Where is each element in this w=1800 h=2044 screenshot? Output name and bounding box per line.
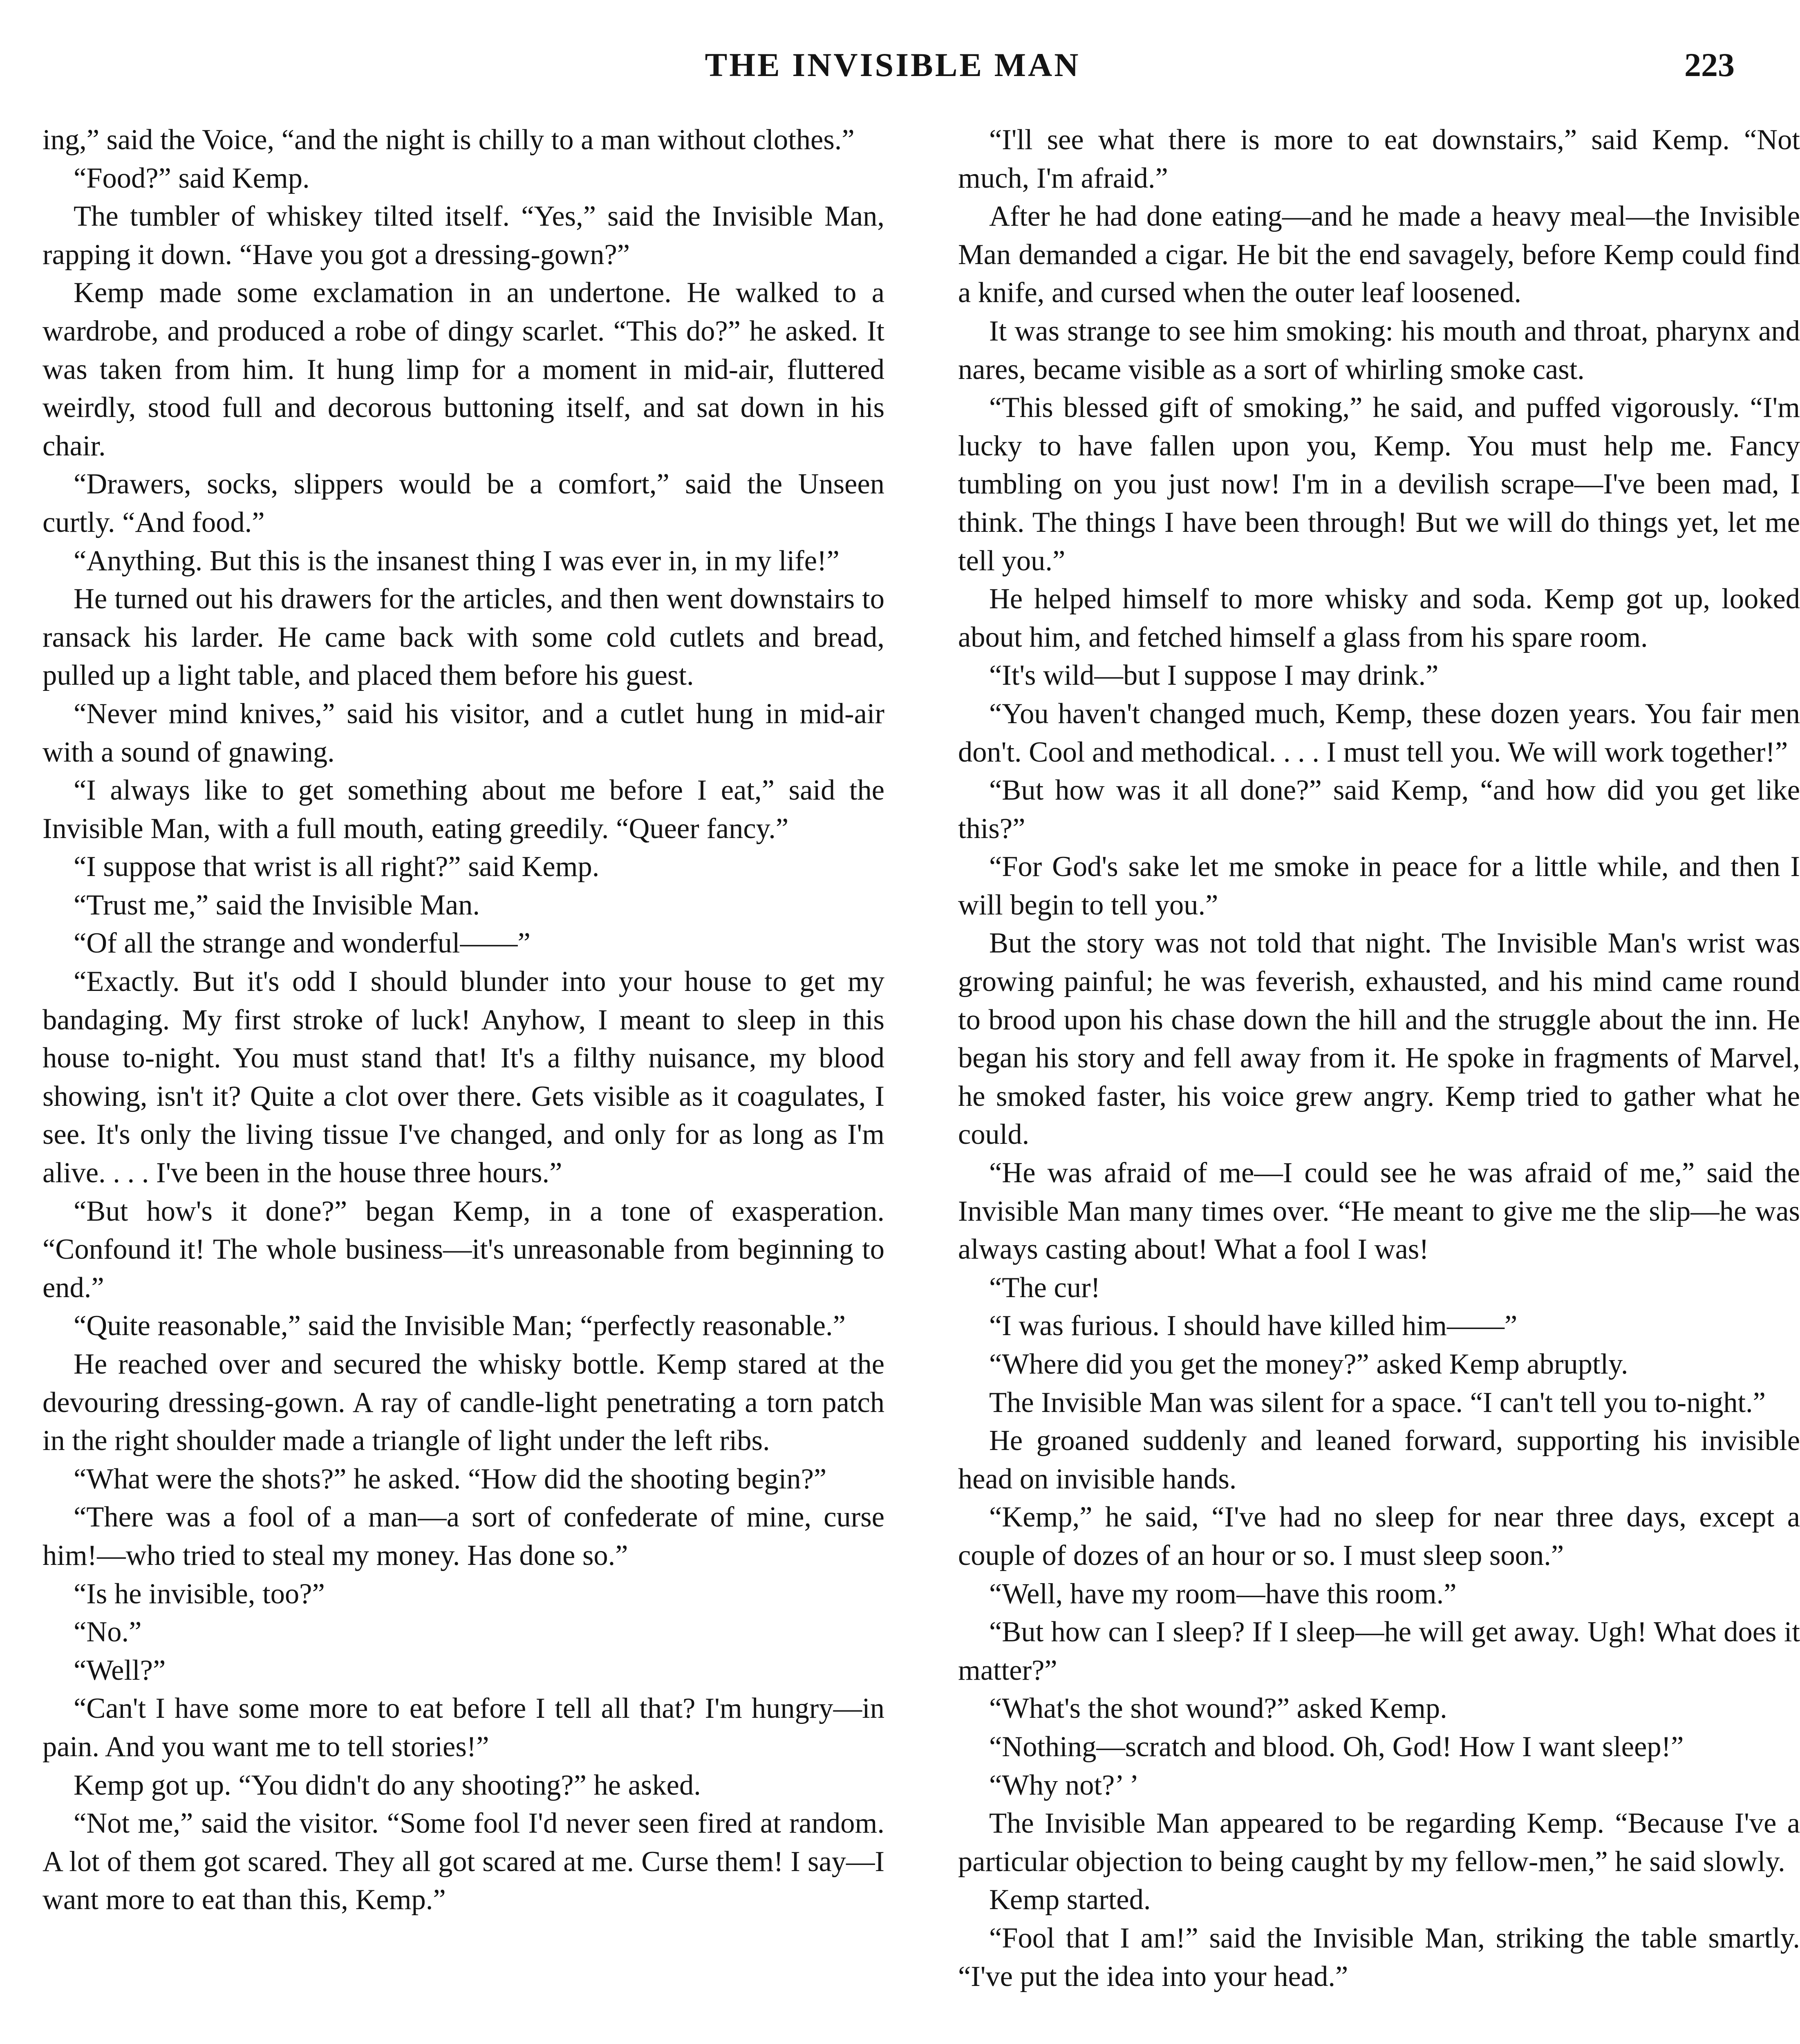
paragraph: “Where did you get the money?” asked Kemp abruptly.	[989, 1348, 1628, 1380]
paragraph: He helped himself to more whisky and soda. Kemp got up, looked about him, and fetched himself a glass from his spare room.	[958, 583, 1800, 653]
paragraph: “Not me,” said the visitor. “Some fool I'd never seen fired at random. A lot of them got scared. They all got scared at me. Curse them! I say—I want more to eat than this, Kemp.”	[43, 1807, 884, 1916]
paragraph: “Kemp,” he said, “I've had no sleep for near three days, except a couple of dozes of an hour or so. I must sleep soon.”	[958, 1501, 1800, 1571]
right-text-column	[958, 121, 1800, 1996]
paragraph: “It's wild—but I suppose I may drink.”	[989, 659, 1439, 692]
paragraph: “I suppose that wrist is all right?” said Kemp.	[74, 851, 600, 883]
paragraph: “Can't I have some more to eat before I tell all that? I'm hungry—in pain. And you want me to tell stories!”	[43, 1692, 884, 1763]
paragraph: He reached over and secured the whisky bottle. Kemp stared at the devouring dressing-gown. A ray of candle-light penetrating a torn patch in the right shoulder made a triangle of light under the left ribs.	[43, 1348, 884, 1457]
paragraph: “Why not?’ ’	[989, 1769, 1139, 1801]
paragraph: “Never mind knives,” said his visitor, and a cutlet hung in mid-air with a sound of gnawing.	[43, 697, 884, 768]
paragraph: “Food?” said Kemp.	[74, 162, 310, 194]
paragraph: “Trust me,” said the Invisible Man.	[74, 889, 480, 921]
paragraph: ing,” said the Voice, “and the night is chilly to a man without clothes.”	[43, 124, 855, 156]
paragraph: “For God's sake let me smoke in peace for a little while, and then I will begin to tell you.”	[958, 851, 1800, 921]
page-header	[34, 46, 1751, 91]
paragraph: “Drawers, socks, slippers would be a comfort,” said the Unseen curtly. “And food.”	[43, 468, 884, 538]
paragraph: “Well?”	[74, 1654, 166, 1686]
paragraph: “I'll see what there is more to eat downstairs,” said Kemp. “Not much, I'm afraid.”	[958, 124, 1800, 194]
paragraph: He groaned suddenly and leaned forward, supporting his invisible head on invisible hands.	[958, 1425, 1800, 1495]
paragraph: It was strange to see him smoking: his mouth and throat, pharynx and nares, became visible as a sort of whirling smoke cast.	[958, 315, 1800, 385]
paragraph: Kemp started.	[989, 1884, 1151, 1916]
paragraph: “Well, have my room—have this room.”	[989, 1578, 1457, 1610]
paragraph: “I was furious. I should have killed him——”	[989, 1310, 1518, 1342]
paragraph: Kemp got up. “You didn't do any shooting?” he asked.	[74, 1769, 701, 1801]
left-text-column	[43, 121, 884, 1919]
paragraph: “But how can I sleep? If I sleep—he will get away. Ugh! What does it matter?”	[958, 1616, 1800, 1686]
paragraph: “Exactly. But it's odd I should blunder into your house to get my bandaging. My first stroke of luck! Anyhow, I meant to sleep in this house to-night. You must stand that! It's a filthy nuisance, my blood showing, isn't it? Quite a clot over there. Gets visible as it coagulates, I see. It's only the living tissue I've changed, and only for as long as I'm alive. . . . I've been in the house three hours.”	[43, 966, 884, 1189]
paragraph: “This blessed gift of smoking,” he said, and puffed vigorously. “I'm lucky to have fallen upon you, Kemp. You must help me. Fancy tumbling on you just now! I'm in a devilish scrape—I've been mad, I think. The things I have been through! But we will do things yet, let me tell you.”	[958, 392, 1800, 577]
running-title: THE INVISIBLE MAN	[705, 46, 1081, 83]
paragraph: “He was afraid of me—I could see he was afraid of me,” said the Invisible Man many times over. “He meant to give me the slip—he was always casting about! What a fool I was!	[958, 1157, 1800, 1266]
paragraph: “Anything. But this is the insanest thing I was ever in, in my life!”	[74, 545, 840, 577]
paragraph: “The cur!	[989, 1271, 1101, 1304]
paragraph: “Quite reasonable,” said the Invisible Man; “perfectly reasonable.”	[74, 1310, 846, 1342]
paragraph: “You haven't changed much, Kemp, these dozen years. You fair men don't. Cool and methodical. . . . I must tell you. We will work together!”	[958, 697, 1800, 768]
paragraph: “Of all the strange and wonderful——”	[74, 927, 531, 959]
paragraph: “But how was it all done?” said Kemp, “and how did you get like this?”	[958, 774, 1800, 845]
paragraph: Kemp made some exclamation in an undertone. He walked to a wardrobe, and produced a robe of dingy scarlet. “This do?” he asked. It was taken from him. It hung limp for a moment in mid-air, fluttered weirdly, stood full and decorous buttoning itself, and sat down in his chair.	[43, 277, 884, 462]
paragraph: “Nothing—scratch and blood. Oh, God! How I want sleep!”	[989, 1730, 1684, 1763]
paragraph: He turned out his drawers for the articles, and then went downstairs to ransack his larder. He came back with some cold cutlets and bread, pulled up a light table, and placed them before his guest.	[43, 583, 884, 692]
paragraph: “Fool that I am!” said the Invisible Man, striking the table smartly. “I've put the idea into your head.”	[958, 1922, 1800, 1992]
paragraph: “Is he invisible, too?”	[74, 1578, 325, 1610]
paragraph: The Invisible Man appeared to be regarding Kemp. “Because I've a particular objection to being caught by my fellow-men,” he said slowly.	[958, 1807, 1800, 1878]
paragraph: The Invisible Man was silent for a space. “I can't tell you to-night.”	[989, 1386, 1766, 1419]
page-number: 223	[1684, 46, 1735, 83]
paragraph: “No.”	[74, 1616, 142, 1648]
paragraph: But the story was not told that night. The Invisible Man's wrist was growing painful; he was feverish, exhausted, and his mind came round to brood upon his chase down the hill and the struggle about the inn. He began his story and fell away from it. He spoke in fragments of Marvel, he smoked faster, his voice grew angry. Kemp tried to gather what he could.	[958, 927, 1800, 1151]
paragraph: The tumbler of whiskey tilted itself. “Yes,” said the Invisible Man, rapping it down. “Have you got a dressing-gown?”	[43, 200, 884, 271]
paragraph: After he had done eating—and he made a heavy meal—the Invisible Man demanded a cigar. He bit the end savagely, before Kemp could find a knife, and cursed when the outer leaf loosened.	[958, 200, 1800, 309]
paragraph: “What's the shot wound?” asked Kemp.	[989, 1692, 1447, 1725]
paragraph: “There was a fool of a man—a sort of confederate of mine, curse him!—who tried to steal my money. Has done so.”	[43, 1501, 884, 1571]
paragraph: “But how's it done?” began Kemp, in a tone of exasperation. “Confound it! The whole business—it's unreasonable from beginning to end.”	[43, 1195, 884, 1304]
paragraph: “What were the shots?” he asked. “How did the shooting begin?”	[74, 1463, 827, 1495]
paragraph: “I always like to get something about me before I eat,” said the Invisible Man, with a full mouth, eating greedily. “Queer fancy.”	[43, 774, 884, 845]
